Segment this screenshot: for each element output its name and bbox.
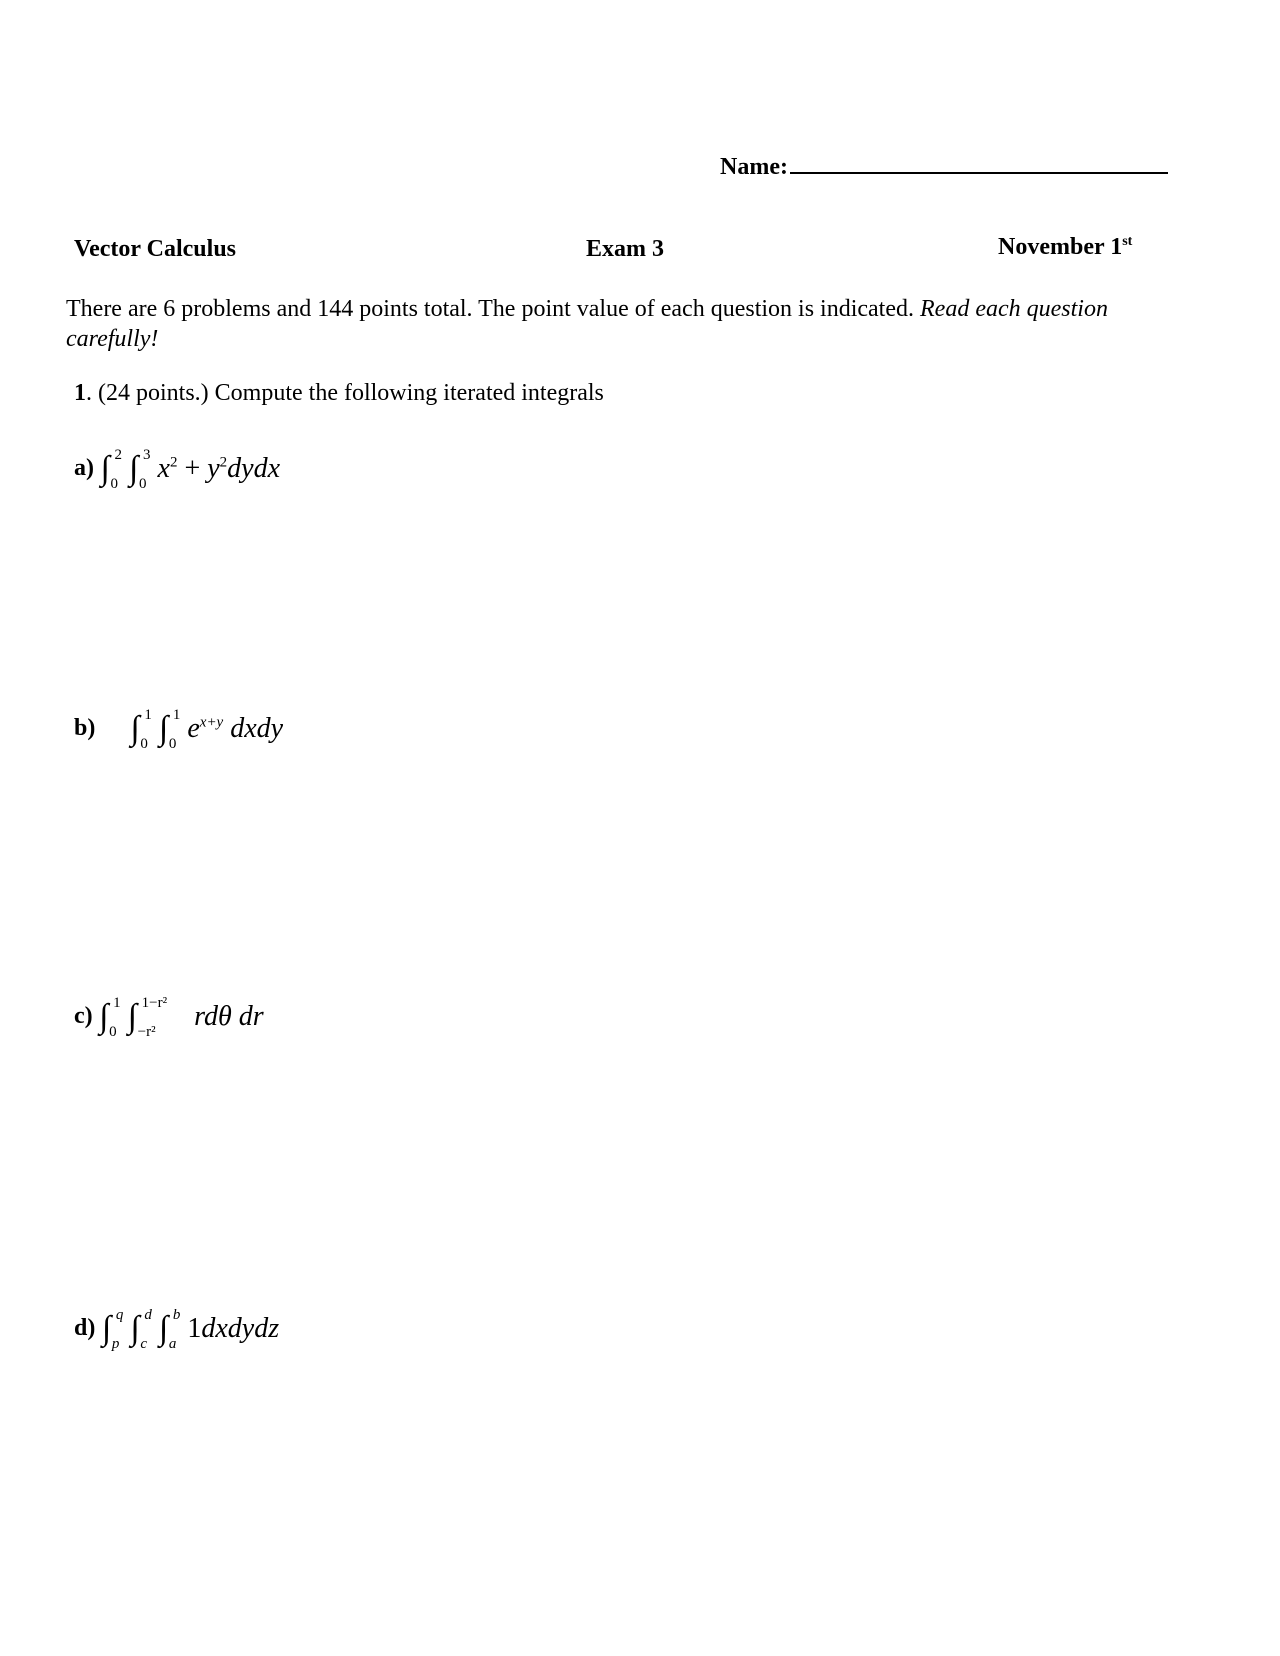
part-label: c) xyxy=(74,1003,93,1029)
upper-limit: 3 xyxy=(143,447,151,464)
question-number: 1 xyxy=(74,380,86,406)
lower-limit: c xyxy=(140,1336,148,1353)
upper-limit: 1−r² xyxy=(141,995,168,1012)
lower-limit: 0 xyxy=(140,736,148,753)
part-d xyxy=(74,1307,280,1353)
part-label: b) xyxy=(74,715,96,741)
part-a xyxy=(74,447,281,493)
integral-expression xyxy=(99,995,264,1041)
lower-limit: p xyxy=(111,1336,120,1353)
integral-sign: ∫ b a xyxy=(158,1307,181,1353)
question-text: . (24 points.) Compute the following iterated integrals xyxy=(86,380,604,406)
upper-limit: q xyxy=(115,1307,124,1324)
name-label: Name: xyxy=(720,154,788,180)
name-field xyxy=(720,150,1168,181)
integral-sign: ∫ 2 0 xyxy=(100,447,122,493)
course-title: Vector Calculus xyxy=(74,236,236,262)
lower-limit: 0 xyxy=(110,476,118,493)
lower-limit: a xyxy=(168,1336,177,1353)
instructions xyxy=(66,294,1186,354)
integral-sign: ∫ 3 0 xyxy=(129,447,151,493)
integral-sign: ∫ d c xyxy=(130,1307,152,1353)
name-blank-line xyxy=(790,150,1168,174)
integral-expression xyxy=(100,447,281,493)
integrand: 1dxdydz xyxy=(187,1313,280,1345)
integrand: $e^{x+y}$ dxdy xyxy=(187,713,284,745)
integrand: rdθ dr xyxy=(194,1001,264,1033)
upper-limit: d xyxy=(144,1307,152,1324)
part-label: a) xyxy=(74,455,94,481)
upper-limit: 2 xyxy=(114,447,122,464)
integrand: $x^2$ + $y^2dydx$ xyxy=(157,453,281,485)
instructions-text: There are 6 problems and 144 points total. The point value of each question is indicated. xyxy=(66,296,920,322)
part-b xyxy=(74,707,284,753)
integral-sign: ∫ 1 0 xyxy=(158,707,181,753)
upper-limit: 1 xyxy=(172,707,181,724)
date-main: November 1 xyxy=(998,234,1123,260)
part-c xyxy=(74,995,264,1041)
question-1 xyxy=(74,380,604,407)
lower-limit: 0 xyxy=(139,476,147,493)
lower-limit: −r² xyxy=(137,1024,156,1041)
integral-expression xyxy=(130,707,284,753)
exam-title: Exam 3 xyxy=(586,236,664,262)
lower-limit: 0 xyxy=(109,1024,117,1041)
upper-limit: b xyxy=(172,1307,181,1324)
integral-expression xyxy=(101,1307,280,1353)
upper-limit: 1 xyxy=(144,707,152,724)
exam-date xyxy=(998,234,1132,261)
integral-sign: ∫ 1−r² −r² xyxy=(127,995,168,1041)
part-label: d) xyxy=(74,1315,96,1341)
lower-limit: 0 xyxy=(168,736,177,753)
integral-sign: ∫ 1 0 xyxy=(99,995,121,1041)
integral-sign: ∫ q p xyxy=(101,1307,124,1353)
upper-limit: 1 xyxy=(113,995,121,1012)
instructions-emphasis: Read each question carefully! xyxy=(66,296,1108,352)
date-suffix: st xyxy=(1122,234,1133,249)
integral-sign: ∫ 1 0 xyxy=(130,707,152,753)
